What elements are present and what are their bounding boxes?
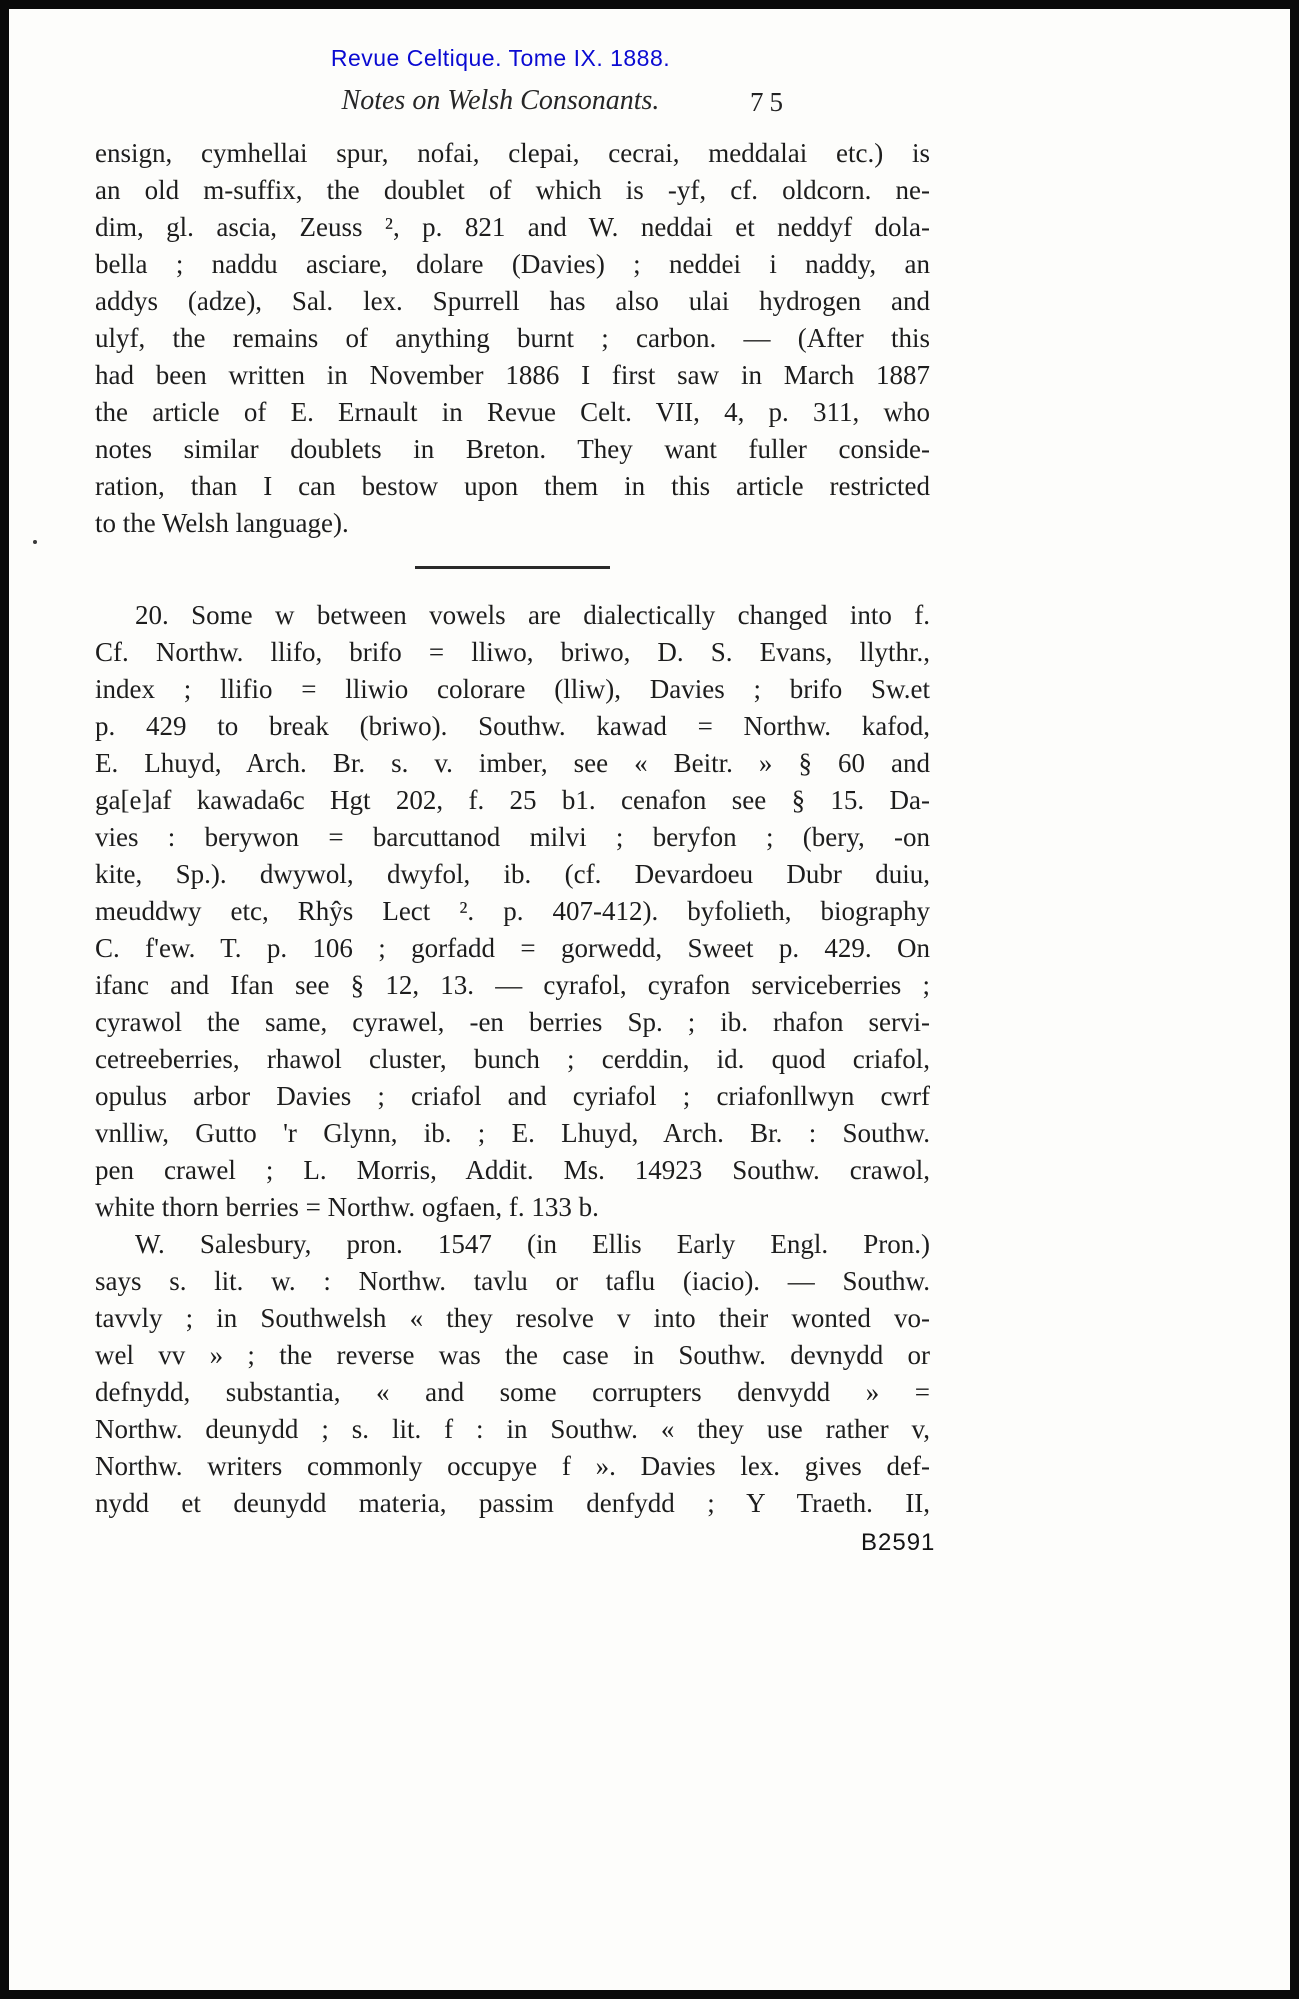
text-line: cyrawol the same, cyrawel, -en berries Sp. ; ib. rhafon servi- (95, 1007, 930, 1037)
text-line: notes similar doublets in Breton. They want fuller conside- (95, 434, 930, 464)
text-line: to the Welsh language). (95, 508, 349, 538)
section-divider (415, 566, 610, 569)
text-line: addys (adze), Sal. lex. Spurrell has also ulai hydrogen and (95, 286, 930, 316)
text-line: index ; llifio = lliwio colorare (lliw), Davies ; brifo Sw.et (95, 674, 930, 704)
text-line: vies : berywon = barcuttanod milvi ; beryfon ; (bery, -on (95, 822, 930, 852)
text-line: bella ; naddu asciare, dolare (Davies) ; neddei i naddy, an (95, 249, 930, 279)
text-line: had been written in November 1886 I first saw in March 1887 (95, 360, 930, 390)
text-line: kite, Sp.). dwywol, dwyfol, ib. (cf. Devardoeu Dubr duiu, (95, 859, 930, 889)
text-line: dim, gl. ascia, Zeuss ², p. 821 and W. neddai et neddyf dola- (95, 212, 930, 242)
running-head (95, 85, 930, 117)
text-line: Cf. Northw. llifo, brifo = lliwo, briwo, D. S. Evans, llythr., (95, 637, 930, 667)
text-line: Northw. writers commonly occupye f ». Davies lex. gives def- (95, 1451, 930, 1481)
text-line: says s. lit. w. : Northw. tavlu or taflu (iacio). — Southw. (95, 1266, 930, 1296)
paragraph (95, 597, 930, 1226)
catalog-mark-label: B2591 (861, 1529, 936, 1556)
text-line: vnlliw, Gutto 'r Glynn, ib. ; E. Lhuyd, Arch. Br. : Southw. (95, 1118, 930, 1148)
text-line: 20. Some w between vowels are dialectically changed into f. (135, 600, 930, 630)
text-line: meuddwy etc, Rhŷs Lect ². p. 407-412). byfolieth, biography (95, 896, 930, 926)
text-line: p. 429 to break (briwo). Southw. kawad = Northw. kafod, (95, 711, 930, 741)
text-line: ifanc and Ifan see § 12, 13. — cyrafol, cyrafon serviceberries ; (95, 970, 930, 1000)
text-line: ulyf, the remains of anything burnt ; carbon. — (After this (95, 323, 930, 353)
page-number: 75 (750, 87, 789, 117)
text-line: ensign, cymhellai spur, nofai, clepai, cecrai, meddalai etc.) is (95, 138, 930, 168)
paragraph (95, 1226, 930, 1522)
text-line: W. Salesbury, pron. 1547 (in Ellis Early Engl. Pron.) (135, 1229, 930, 1259)
scan-artifact-dot (33, 540, 37, 544)
text-line: defnydd, substantia, « and some corrupters denvydd » = (95, 1377, 930, 1407)
text-line: ration, than I can bestow upon them in this article restricted (95, 471, 930, 501)
scan-source-label: Revue Celtique. Tome IX. 1888. (330, 45, 671, 71)
text-line: Northw. deunydd ; s. lit. f : in Southw. « they use rather v, (95, 1414, 930, 1444)
text-line: tavvly ; in Southwelsh « they resolve v into their wonted vo- (95, 1303, 930, 1333)
text-line: C. f'ew. T. p. 106 ; gorfadd = gorwedd, Sweet p. 429. On (95, 933, 930, 963)
running-head-title: Notes on Welsh Consonants. (341, 85, 660, 116)
text-line: ga[e]af kawada6c Hgt 202, f. 25 b1. cenafon see § 15. Da- (95, 785, 930, 815)
text-line: an old m-suffix, the doublet of which is -yf, cf. oldcorn. ne- (95, 175, 930, 205)
paragraph (95, 135, 930, 542)
text-line: cetreeberries, rhawol cluster, bunch ; cerddin, id. quod criafol, (95, 1044, 930, 1074)
text-body (95, 135, 930, 1522)
text-line: wel vv » ; the reverse was the case in Southw. devnydd or (95, 1340, 930, 1370)
text-line: opulus arbor Davies ; criafol and cyriafol ; criafonllwyn cwrf (95, 1081, 930, 1111)
text-line: pen crawel ; L. Morris, Addit. Ms. 14923 Southw. crawol, (95, 1155, 930, 1185)
scanned-page (9, 9, 1290, 1990)
text-line: nydd et deunydd materia, passim denfydd ; Y Traeth. II, (95, 1488, 930, 1518)
text-line: white thorn berries = Northw. ogfaen, f. 133 b. (95, 1192, 599, 1222)
text-line: the article of E. Ernault in Revue Celt. VII, 4, p. 311, who (95, 397, 930, 427)
text-line: E. Lhuyd, Arch. Br. s. v. imber, see « Beitr. » § 60 and (95, 748, 930, 778)
